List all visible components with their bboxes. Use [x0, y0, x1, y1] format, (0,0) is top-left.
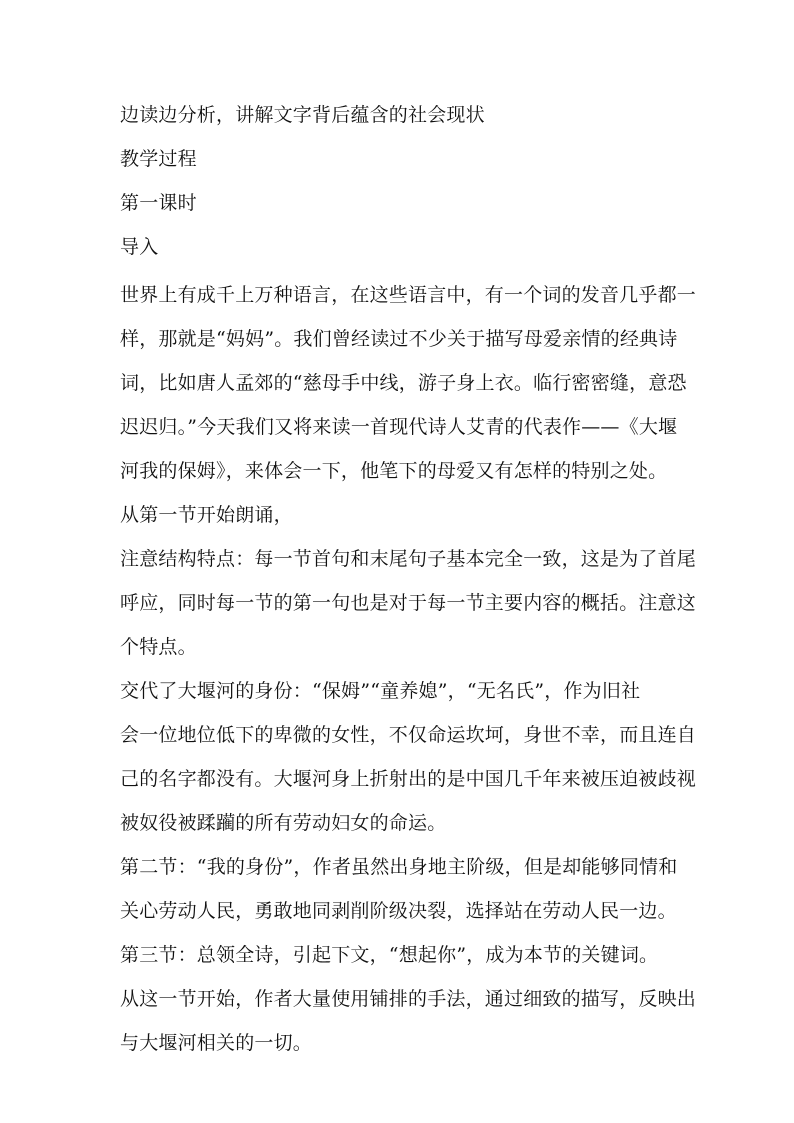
- heading-introduction: 导入: [120, 236, 159, 258]
- text-line-recitation: 从第一节开始朗诵，: [120, 504, 293, 526]
- paragraph-structure-line-3: 个特点。: [120, 636, 197, 658]
- paragraph-structure-line-2: 呼应，同时每一节的第一句也是对于每一节主要内容的概括。注意这: [120, 592, 697, 614]
- paragraph-section-two-line-1: 第二节：“我的身份”，作者虽然出身地主阶级，但是却能够同情和: [120, 856, 678, 878]
- paragraph-structure-line-1: 注意结构特点：每一节首句和末尾句子基本完全一致，这是为了首尾: [120, 548, 697, 570]
- paragraph-intro-line-2: 样，那就是“妈妈”。我们曾经读过不少关于描写母爱亲情的经典诗: [120, 328, 678, 350]
- paragraph-section-three-line-3: 与大堰河相关的一切。: [120, 1032, 313, 1054]
- paragraph-identity-line-4: 被奴役被蹂躏的所有劳动妇女的命运。: [120, 812, 447, 834]
- paragraph-identity-line-3: 己的名字都没有。大堰河身上折射出的是中国几千年来被压迫被歧视: [120, 768, 697, 790]
- paragraph-intro-line-5: 河我的保姆》，来体会一下，他笔下的母爱又有怎样的特别之处。: [120, 460, 668, 482]
- paragraph-section-two-line-2: 关心劳动人民，勇敢地同剥削阶级决裂，选择站在劳动人民一边。: [120, 900, 677, 922]
- document-page: [120, 96, 697, 1062]
- paragraph-intro-line-3: 词，比如唐人孟郊的“慈母手中线，游子身上衣。临行密密缝，意恐: [120, 372, 687, 394]
- paragraph-intro-line-4: 迟迟归。”今天我们又将来读一首现代诗人艾青的代表作——《大堰: [120, 416, 678, 438]
- paragraph-identity-line-2: 会一位地位低下的卑微的女性，不仅命运坎坷，身世不幸，而且连自: [120, 724, 697, 746]
- paragraph-intro-line-1: 世界上有成千上万种语言，在这些语言中，有一个词的发音几乎都一: [120, 284, 697, 306]
- heading-first-lesson: 第一课时: [120, 192, 197, 214]
- paragraph-identity-line-1: 交代了大堰河的身份：“保姆”“童养媳”，“无名氏”，作为旧社: [120, 680, 641, 702]
- heading-teaching-process: 教学过程: [120, 148, 197, 170]
- text-line-teaching-method: 边读边分析，讲解文字背后蕴含的社会现状: [120, 104, 485, 126]
- paragraph-section-three-line-2: 从这一节开始，作者大量使用铺排的手法，通过细致的描写，反映出: [120, 988, 697, 1010]
- paragraph-section-three-line-1: 第三节：总领全诗，引起下文，“想起你”，成为本节的关键词。: [120, 944, 659, 966]
